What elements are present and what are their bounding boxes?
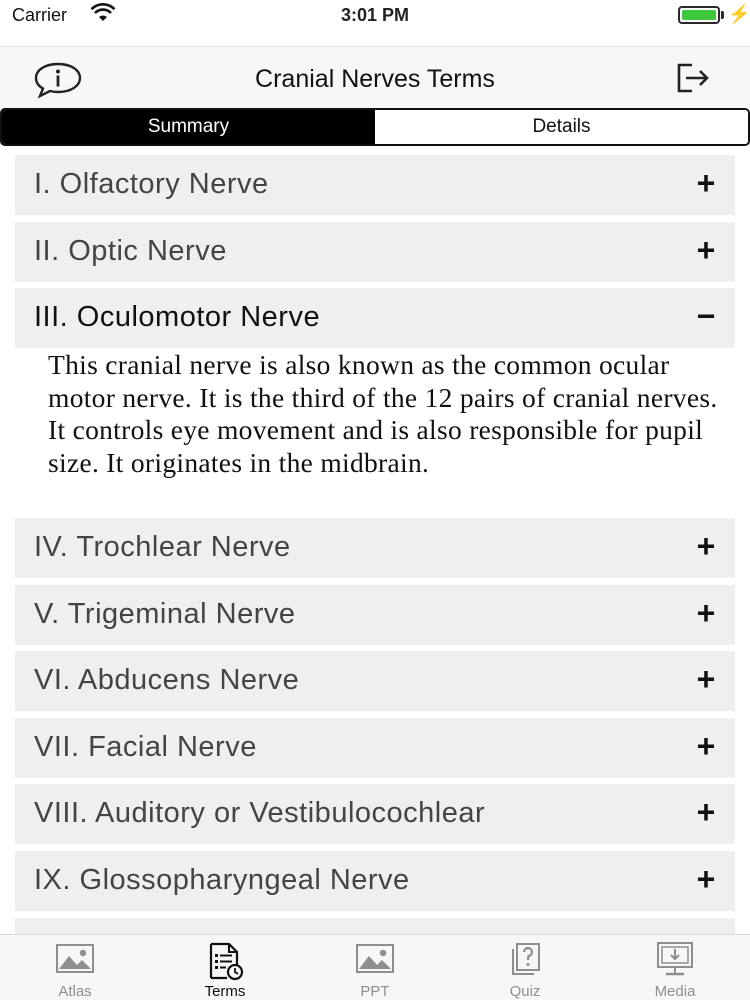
status-time: 3:01 PM xyxy=(340,5,410,25)
nerve-row-label: VII. Facial Nerve xyxy=(34,731,257,763)
nerve-row-oculomotor[interactable] xyxy=(15,288,735,348)
tab-quiz[interactable] xyxy=(450,935,600,1000)
nerve-row-label: I. Olfactory Nerve xyxy=(34,168,269,200)
tab-label: Atlas xyxy=(58,983,92,1000)
segment-summary[interactable]: Summary xyxy=(2,110,375,144)
tab-label: Media xyxy=(654,983,696,1000)
nav-bar xyxy=(0,46,750,108)
nerve-row-facial[interactable] xyxy=(15,718,735,778)
page-title: Cranial Nerves Terms xyxy=(255,65,495,93)
nerve-row-label: IX. Glossopharyngeal Nerve xyxy=(34,864,410,896)
quiz-icon xyxy=(505,941,545,979)
charging-icon: ⚡ xyxy=(728,4,750,24)
expand-icon[interactable]: + xyxy=(696,661,716,697)
terms-list-icon xyxy=(205,941,245,981)
nerve-row-label: VIII. Auditory or Vestibulocochlear xyxy=(34,797,486,829)
logout-icon[interactable] xyxy=(674,61,712,95)
expand-icon[interactable]: + xyxy=(696,232,716,268)
nerve-row-glossopharyngeal[interactable] xyxy=(15,851,735,911)
nerve-row-vestibulocochlear[interactable] xyxy=(15,784,735,844)
nerve-row-label: V. Trigeminal Nerve xyxy=(34,598,296,630)
battery-nub xyxy=(721,11,724,19)
nerve-row-optic[interactable] xyxy=(15,222,735,282)
expand-icon[interactable]: + xyxy=(696,165,716,201)
tab-media[interactable] xyxy=(600,935,750,1000)
tab-label: PPT xyxy=(360,983,390,1000)
tab-terms[interactable] xyxy=(150,935,300,1000)
tab-bar xyxy=(0,934,750,1000)
expand-icon[interactable]: + xyxy=(696,861,716,897)
expand-icon[interactable]: + xyxy=(696,595,716,631)
nerve-row-olfactory[interactable] xyxy=(15,155,735,215)
battery-icon xyxy=(678,6,720,24)
collapse-icon[interactable]: − xyxy=(696,298,716,334)
nerve-row-abducens[interactable] xyxy=(15,651,735,711)
nerve-row-trigeminal[interactable] xyxy=(15,585,735,645)
nerve-row-label: VI. Abducens Nerve xyxy=(34,664,300,696)
nerve-row-label: II. Optic Nerve xyxy=(34,235,227,267)
nerve-list xyxy=(0,152,750,934)
segmented-control xyxy=(0,108,750,146)
status-bar xyxy=(0,0,750,30)
nerve-description: This cranial nerve is also known as the common ocular motor nerve. It is the third of the 12 pairs of cranial nerves. It controls eye movement and is also responsible for pupil size. It originates in the midbrain. xyxy=(48,349,718,478)
image-icon xyxy=(355,941,395,977)
tab-label: Quiz xyxy=(509,983,541,1000)
nerve-row-partial xyxy=(15,918,735,934)
expand-icon[interactable]: + xyxy=(696,528,716,564)
nerve-row-label: III. Oculomotor Nerve xyxy=(34,301,321,333)
carrier-label: Carrier xyxy=(12,5,68,25)
nerve-row-label: IV. Trochlear Nerve xyxy=(34,531,291,563)
tab-ppt[interactable] xyxy=(300,935,450,1000)
segment-details[interactable]: Details xyxy=(375,110,748,144)
expand-icon[interactable]: + xyxy=(696,794,716,830)
image-icon xyxy=(55,941,95,977)
expand-icon[interactable]: + xyxy=(696,728,716,764)
tab-label: Terms xyxy=(204,983,246,1000)
tab-atlas[interactable] xyxy=(0,935,150,1000)
media-download-icon xyxy=(655,941,695,981)
nerve-row-trochlear[interactable] xyxy=(15,518,735,578)
